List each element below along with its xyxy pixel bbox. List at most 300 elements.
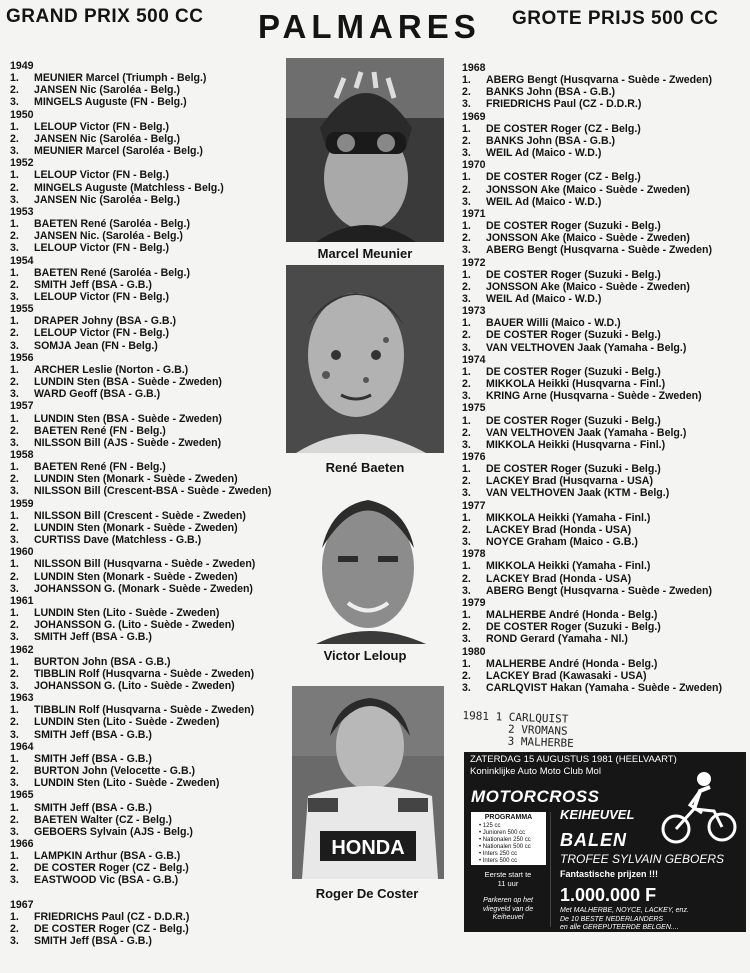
year-heading: 1970 [462,159,486,172]
photo-marcel-meunier [286,58,444,242]
ad-participants-line: en alle GEREPUTEERDE BELGEN.... [560,924,679,931]
result-row [462,633,722,645]
result-rider: LUNDIN Sten (Lito - Suède - Zweden) [34,777,220,790]
result-rider: BANKS John (BSA - G.B.) [486,86,616,99]
year-heading: 1962 [10,643,34,656]
result-row [10,315,271,327]
result-rider: LACKEY Brad (Honda - USA) [486,523,632,536]
result-row [462,487,722,499]
result-rider: WARD Geoff (BSA - G.B.) [34,388,161,401]
photo-rene-baeten [286,265,444,453]
year-heading: 1975 [462,402,486,415]
result-rank: 2. [10,570,19,583]
result-rider: TIBBLIN Rolf (Husqvarna - Suède - Zweden) [34,667,255,680]
result-rank: 2. [10,84,19,97]
result-rider: LUNDIN Sten (Monark - Suède - Zweden) [34,521,238,534]
result-rider: LACKEY Brad (Honda - USA) [486,572,632,585]
ad-start-line: Eerste start te [484,870,532,879]
ad-program-item: • Inters 250 cc [479,851,518,857]
result-rank: 2. [462,378,471,391]
year-heading: 1967 [10,898,34,911]
year-heading: 1980 [462,645,486,658]
portrait-muddy-face-image [286,265,444,453]
result-rider: BAETEN René (FN - Belg.) [34,424,166,437]
ad-title: MOTORCROSS [471,787,600,806]
result-rank: 3. [10,485,19,498]
result-row [10,182,271,194]
result-rank: 3. [10,145,19,158]
result-rider: NILSSON Bill (Husqvarna - Suède - Zweden) [34,558,256,571]
ad-date: ZATERDAG 15 AUGUSTUS 1981 (HEELVAART) [470,754,677,765]
result-row [10,911,271,923]
handwritten-line: 2 VROMANS [507,722,568,738]
result-rider: BAETEN René (FN - Belg.) [34,461,166,474]
result-row [462,232,722,244]
result-row [10,242,271,254]
result-row [10,753,271,765]
result-row [462,86,722,98]
result-rank: 2. [462,329,471,342]
result-row [10,874,271,886]
result-rider: FRIEDRICHS Paul (CZ - D.D.R.) [486,98,642,111]
photo-roger-de-coster [292,686,444,879]
ad-program-item: • Nationalen 250 cc [479,837,531,843]
result-rider: JOHANSSON G. (Monark - Suède - Zweden) [34,582,253,595]
result-row [462,269,722,281]
ad-parking-line: Parkeren op het [483,897,533,904]
year-heading: 1959 [10,497,34,510]
result-rider: DE COSTER Roger (Suzuki - Belg.) [486,329,661,342]
result-rider: SMITH Jeff (BSA - G.B.) [34,631,152,644]
result-row [10,716,271,728]
result-row [10,145,271,157]
portrait-smiling-man-image [296,478,446,644]
year-heading: 1956 [10,351,34,364]
ad-start-time [474,870,542,888]
result-rider: ABERG Bengt (Husqvarna - Suède - Zweden) [486,584,713,597]
ad-program-box [471,812,546,865]
result-row [10,218,271,230]
ad-start-line: 11 uur [497,879,519,888]
result-rank: 1. [462,365,471,378]
result-row [10,133,271,145]
result-rank: 1. [462,74,471,87]
result-rank: 1. [462,511,471,524]
ad-participants [560,907,689,933]
result-rider: DE COSTER Roger (CZ - Belg.) [34,862,189,875]
result-rider: JANSEN Nic. (Saroléa - Belg.) [34,230,183,243]
result-row [462,670,722,682]
ad-parking-line: Keiheuvel [492,914,524,921]
result-row [10,413,271,425]
result-rank: 3. [462,633,471,646]
year-heading: 1957 [10,400,34,413]
result-row [462,196,722,208]
result-rider: LUNDIN Sten (Lito - Suède - Zweden) [34,607,220,620]
result-rank: 3. [10,436,19,449]
result-rank: 1. [462,220,471,233]
result-rider: JONSSON Ake (Maico - Suède - Zweden) [486,183,690,196]
result-rank: 3. [462,147,471,160]
result-rank: 3. [10,582,19,595]
result-row [10,935,271,947]
result-rank: 1. [462,122,471,135]
result-row [10,522,271,534]
result-row [10,826,271,838]
header-right: GROTE PRIJS 500 CC [512,8,719,29]
result-rank: 1. [10,607,19,620]
year-heading: 1968 [462,62,486,74]
year-heading: 1955 [10,303,34,316]
result-row [462,74,722,86]
result-rider: ROND Gerard (Yamaha - Nl.) [486,633,628,646]
result-row [10,619,271,631]
result-rank: 3. [462,195,471,208]
result-rank: 1. [10,315,19,328]
result-row [10,534,271,546]
result-rider: MIKKOLA Heikki (Husqvarna - Finl.) [486,378,666,391]
motorcross-advertisement [464,752,746,932]
result-rank: 2. [462,232,471,245]
ad-program-heading: PROGRAMMA [484,814,533,821]
result-row [10,862,271,874]
result-rank: 3. [462,536,471,549]
result-rank: 1. [10,704,19,717]
result-rank: 3. [10,290,19,303]
result-rider: DE COSTER Roger (CZ - Belg.) [486,171,641,184]
result-rider: DE COSTER Roger (CZ - Belg.) [34,922,189,935]
result-row [462,415,722,427]
result-rank: 2. [462,134,471,147]
result-row [10,485,271,497]
result-rider: JANSEN Nic (Saroléa - Belg.) [34,84,180,97]
result-rider: LACKEY Brad (Kawasaki - USA) [486,669,647,682]
result-rank: 3. [10,388,19,401]
result-rank: 3. [462,292,471,305]
result-rider: ABERG Bengt (Husqvarna - Suède - Zweden) [486,244,713,257]
result-rank: 1. [10,509,19,522]
result-row [462,390,722,402]
result-row [462,184,722,196]
result-rank: 2. [10,424,19,437]
result-row [10,364,271,376]
result-row [10,923,271,935]
ad-parking-line: vliegveld van de [482,905,534,913]
result-rank: 1. [10,218,19,231]
header-left: GRAND PRIX 500 CC [6,6,204,27]
result-row [10,765,271,777]
result-rider: MEUNIER Marcel (Saroléa - Belg.) [34,145,203,158]
result-rider: DRAPER Johny (BSA - G.B.) [34,315,177,328]
result-rank: 2. [10,376,19,389]
result-rider: NOYCE Graham (Maico - G.B.) [486,536,638,549]
year-heading: 1950 [10,108,34,121]
result-row [462,609,722,621]
result-row [10,571,271,583]
results-left-column [10,60,271,947]
result-row [10,510,271,522]
result-rank: 2. [10,619,19,632]
result-rank: 2. [10,230,19,243]
result-row [462,475,722,487]
result-rider: VAN VELTHOVEN Jaak (KTM - Belg.) [486,487,670,500]
year-heading: 1949 [10,60,34,72]
result-rank: 2. [462,183,471,196]
result-row [462,658,722,670]
year-heading: 1960 [10,546,34,559]
result-row [10,279,271,291]
result-row [462,560,722,572]
result-rank: 2. [462,669,471,682]
result-rank: 3. [10,534,19,547]
result-row [10,583,271,595]
result-rider: MINGELS Auguste (Matchless - Belg.) [34,181,224,194]
result-rider: JOHANSSON G. (Lito - Suède - Zweden) [34,679,235,692]
year-heading: 1971 [462,207,486,220]
result-rider: BAETEN René (Saroléa - Belg.) [34,218,190,231]
result-rank: 2. [462,426,471,439]
result-rank: 3. [462,487,471,500]
result-rank: 1. [462,463,471,476]
result-rank: 2. [10,765,19,778]
result-rank: 1. [10,120,19,133]
result-rank: 2. [10,327,19,340]
result-row [10,267,271,279]
result-rank: 1. [462,560,471,573]
result-rider: SOMJA Jean (FN - Belg.) [34,339,158,352]
result-rank: 3. [10,96,19,109]
ad-trophy: TROFEE SYLVAIN GEBOERS [560,852,725,866]
result-rank: 3. [462,438,471,451]
ad-divider [550,812,551,927]
result-rider: MALHERBE André (Honda - Belg.) [486,657,658,670]
result-rider: DE COSTER Roger (Suzuki - Belg.) [486,220,661,233]
result-rank: 2. [462,475,471,488]
ad-parking [474,897,542,923]
result-rank: 2. [10,132,19,145]
ad-city: BALEN [560,830,627,850]
result-rider: SMITH Jeff (BSA - G.B.) [34,801,152,814]
result-row [462,585,722,597]
ad-program-item: • Inters 500 cc [479,858,518,864]
result-rank: 3. [10,777,19,790]
result-rider: DE COSTER Roger (Suzuki - Belg.) [486,621,661,634]
result-row [462,682,722,694]
result-rider: BAETEN Walter (CZ - Belg.) [34,813,172,826]
result-rider: ARCHER Leslie (Norton - G.B.) [34,363,189,376]
result-row [10,631,271,643]
result-row [10,194,271,206]
ad-place: KEIHEUVEL [560,807,635,822]
result-row [10,96,271,108]
result-rank: 1. [10,655,19,668]
result-rider: JANSEN Nic (Saroléa - Belg.) [34,193,180,206]
result-row [10,668,271,680]
result-rank: 2. [10,278,19,291]
result-rider: BAETEN René (Saroléa - Belg.) [34,266,190,279]
result-row [462,317,722,329]
result-rider: BURTON John (Velocette - G.B.) [34,765,196,778]
handwritten-line: 3 MALHERBE [507,734,575,750]
result-rank: 2. [10,181,19,194]
result-row [10,777,271,789]
result-rider: CARLQVIST Hakan (Yamaha - Suède - Zweden) [486,681,723,694]
result-row [10,121,271,133]
year-heading: 1979 [462,596,486,609]
result-row [10,704,271,716]
year-heading: 1966 [10,838,34,850]
result-rider: LELOUP Victor (FN - Belg.) [34,290,169,303]
portrait-helmet-goggles-image [286,58,444,242]
result-rider: BURTON John (BSA - G.B.) [34,655,171,668]
result-row [462,536,722,548]
result-rank: 2. [10,473,19,486]
result-rider: DE COSTER Roger (Suzuki - Belg.) [486,365,661,378]
result-rider: LELOUP Victor (FN - Belg.) [34,169,169,182]
result-row [462,366,722,378]
result-rider: MINGELS Auguste (FN - Belg.) [34,96,187,109]
handwritten-1981-note [461,710,574,750]
result-row [462,427,722,439]
result-row [10,376,271,388]
year-heading: 1978 [462,548,486,561]
ad-participants-line: De 10 BESTE NEDERLANDERS [560,915,664,923]
result-row [462,342,722,354]
result-rank: 3. [10,728,19,741]
ad-date-block [470,754,677,778]
result-rank: 3. [10,339,19,352]
photo-victor-leloup [296,478,446,644]
caption-baeten: René Baeten [325,460,405,475]
page-title: PALMARES [258,8,481,45]
result-row [10,72,271,84]
result-rank: 3. [10,679,19,692]
result-rank: 1. [462,317,471,330]
result-rank: 1. [10,72,19,85]
result-rider: KRING Arne (Husqvarna - Suède - Zweden) [486,390,702,403]
result-rider: NILSSON Bill (Crescent-BSA - Suède - Zweden) [34,485,272,498]
result-rider: MIKKOLA Heikki (Husqvarna - Finl.) [486,438,666,451]
year-heading: 1973 [462,305,486,318]
result-rider: DE COSTER Roger (Suzuki - Belg.) [486,414,661,427]
result-rider: LUNDIN Sten (Monark - Suède - Zweden) [34,473,238,486]
result-row [462,171,722,183]
result-rank: 1. [10,752,19,765]
result-row [462,512,722,524]
result-rider: DE COSTER Roger (CZ - Belg.) [486,122,641,135]
result-rank: 3. [10,631,19,644]
year-heading: 1958 [10,449,34,461]
result-row [462,147,722,159]
ad-prize-money: 1.000.000 F [560,885,657,905]
result-rank: 3. [10,935,19,948]
result-rider: DE COSTER Roger (Suzuki - Belg.) [486,268,661,281]
result-rank: 1. [10,850,19,863]
result-rider: DE COSTER Roger (Suzuki - Belg.) [486,463,661,476]
result-rider: GEBOERS Sylvain (AJS - Belg.) [34,825,193,838]
result-rider: LACKEY Brad (Husqvarna - USA) [486,475,653,488]
result-rank: 3. [462,390,471,403]
result-row [10,169,271,181]
result-rider: SMITH Jeff (BSA - G.B.) [34,935,152,948]
result-rank: 1. [462,609,471,622]
result-rider: LAMPKIN Arthur (BSA - G.B.) [34,850,181,863]
year-heading: 1976 [462,451,486,463]
jersey-text: HONDA [331,837,405,859]
result-rider: MIKKOLA Heikki (Yamaha - Finl.) [486,560,651,573]
result-rank: 2. [462,572,471,585]
ad-participants-line: Met MALHERBE, NOYCE, LACKEY, enz. [560,907,689,914]
ad-club: Koninklijke Auto Moto Club Mol [470,766,601,777]
result-rider: JANSEN Nic (Saroléa - Belg.) [34,132,180,145]
ad-program-item: • Junioren 500 cc [479,830,526,836]
result-row [10,729,271,741]
result-rank: 1. [462,268,471,281]
result-rider: NILSSON Bill (Crescent - Suède - Zweden) [34,509,246,522]
result-row [462,573,722,585]
result-row [462,244,722,256]
result-row [10,814,271,826]
ad-program-item: • Nationalen 500 cc [479,844,531,850]
result-rank: 3. [462,341,471,354]
result-row [462,123,722,135]
result-row [462,135,722,147]
result-rider: SMITH Jeff (BSA - G.B.) [34,752,152,765]
result-rank: 2. [10,521,19,534]
result-rider: SMITH Jeff (BSA - G.B.) [34,728,152,741]
result-rank: 3. [462,98,471,111]
result-rank: 1. [10,558,19,571]
result-row [462,463,722,475]
result-row [10,84,271,96]
result-rider: LUNDIN Sten (Monark - Suède - Zweden) [34,570,238,583]
result-rider: MEUNIER Marcel (Triumph - Belg.) [34,72,207,85]
caption-meunier: Marcel Meunier [317,246,413,261]
result-row [462,220,722,232]
result-rank: 2. [462,523,471,536]
result-rank: 1. [10,363,19,376]
result-rank: 3. [462,244,471,257]
result-rider: JOHANSSON G. (Lito - Suède - Zweden) [34,619,235,632]
result-rank: 3. [10,825,19,838]
year-heading: 1969 [462,110,486,123]
ad-program-item: • 125 cc [479,823,501,829]
year-heading: 1954 [10,254,34,267]
result-row [10,425,271,437]
result-rank: 2. [10,922,19,935]
result-rank: 2. [462,280,471,293]
ad-program-list [471,823,546,865]
result-rider: BAUER Willi (Maico - W.D.) [486,317,621,330]
result-row [10,327,271,339]
result-rank: 1. [10,169,19,182]
results-right-column [462,62,722,694]
result-rider: CURTISS Dave (Matchless - G.B.) [34,534,202,547]
result-row [10,656,271,668]
year-heading: 1953 [10,205,34,218]
result-rider: FRIEDRICHS Paul (CZ - D.D.R.) [34,910,190,923]
result-row [10,340,271,352]
result-row [10,558,271,570]
result-rank: 3. [462,681,471,694]
result-rider: JONSSON Ake (Maico - Suède - Zweden) [486,232,690,245]
result-rider: EASTWOOD Vic (BSA - G.B.) [34,874,179,887]
result-rank: 1. [10,801,19,814]
result-row [10,291,271,303]
result-row [10,850,271,862]
portrait-honda-jersey-image [292,686,444,879]
year-heading: 1977 [462,499,486,512]
